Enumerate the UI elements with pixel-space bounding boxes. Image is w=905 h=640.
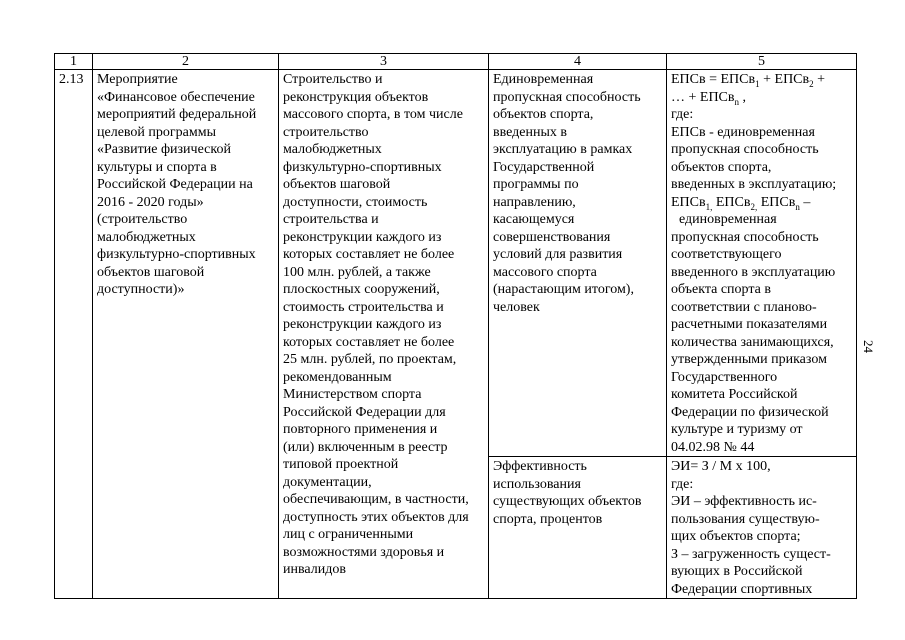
text-line: (строительство <box>97 212 188 227</box>
text-line: пользования существую- <box>671 511 820 527</box>
text-line: физкультурно-спортивных <box>97 247 256 262</box>
table-row <box>55 70 857 457</box>
text-line: мероприятий федеральной <box>97 107 257 122</box>
capacity-formula-continued: … + ЕПСв$_n$ , <box>671 89 747 107</box>
text-line: Эффективность <box>493 459 587 474</box>
text-line: Российской Федерации на <box>97 177 253 192</box>
text-line: Мероприятие <box>97 72 178 87</box>
event-name-cell <box>93 70 279 599</box>
text-line: объектов спорта, <box>493 107 594 122</box>
text-line: ЕПСв - единовременная <box>671 124 815 140</box>
text-line: которых составляет не более <box>283 334 455 350</box>
text-line: массового спорта <box>493 264 597 280</box>
text-line: целевой программы <box>97 124 216 140</box>
text-line: щих объектов спорта; <box>671 529 801 544</box>
text-line: ЭИ= З / М х 100, <box>671 459 771 474</box>
text-line: использования <box>493 476 581 492</box>
text-line: пропускная способность <box>493 89 641 105</box>
text-line: возможностями здоровья и <box>283 544 445 560</box>
header-cell: 4 <box>489 54 667 70</box>
text-line: стоимость строительства и <box>283 299 444 315</box>
text-line: малобюджетных <box>97 229 196 245</box>
text-line: доступность этих объектов для <box>283 509 469 525</box>
capacity-variables: ЕПСв$_{1,}$ ЕПСв$_{2,}$ ЕПСв$_n$ – <box>671 194 811 212</box>
text-line: документации, <box>283 474 372 490</box>
header-cell: 3 <box>279 54 489 70</box>
text-line: повторного применения и <box>283 422 438 437</box>
text-line: вующих в Российской <box>671 564 803 579</box>
text-line: 100 млн. рублей, а также <box>283 264 431 280</box>
text-line: типовой проектной <box>283 457 399 472</box>
text-line: реконструкции каждого из <box>283 317 442 332</box>
capacity-formula: ЕПСв = ЕПСв$_1$ + ЕПСв$_2$ + <box>671 72 826 89</box>
text-line: ЭИ – эффективность ис- <box>671 494 817 509</box>
text-line: существующих объектов <box>493 494 642 509</box>
text-line: введенных в эксплуатацию; <box>671 177 837 192</box>
text-line: Федерации по физической <box>671 404 829 420</box>
text-line: Министерством спорта <box>283 387 422 402</box>
text-line: инвалидов <box>283 562 346 577</box>
header-cell: 5 <box>667 54 857 70</box>
text-line: Федерации спортивных <box>671 581 813 597</box>
text-line: (нарастающим итогом), <box>493 282 634 297</box>
text-line: рекомендованным <box>283 369 392 385</box>
text-line: Государственного <box>671 369 778 385</box>
text-line: культуре и туризму от <box>671 422 803 437</box>
text-line: обеспечивающим, в частности, <box>283 492 469 507</box>
text-line: Государственной <box>493 159 595 175</box>
text-line: совершенствования <box>493 229 611 245</box>
formula-efficiency-cell <box>667 457 857 599</box>
text-line: где: <box>671 107 694 122</box>
text-line: человек <box>493 299 540 315</box>
formula-capacity-cell <box>667 70 857 457</box>
text-line: количества занимающихся, <box>671 334 834 350</box>
text-line: объектов спорта, <box>671 159 772 175</box>
text-line: культуры и спорта в <box>97 159 217 175</box>
event-description-cell <box>279 70 489 599</box>
text-line: объектов шаговой <box>283 177 391 192</box>
text-line: Российской Федерации для <box>283 404 446 420</box>
text-line: программы по <box>493 177 579 192</box>
text-line: соответствующего <box>671 247 782 262</box>
text-line: направлению, <box>493 194 576 210</box>
text-line: условий для развития <box>493 247 623 262</box>
text-line: введенных в <box>493 124 568 140</box>
text-line: «Финансовое обеспечение <box>97 89 255 105</box>
text-line: доступности, стоимость <box>283 194 428 210</box>
text-line: 25 млн. рублей, по проектам, <box>283 352 457 367</box>
text-line: которых составляет не более <box>283 247 455 262</box>
text-line: «Развитие физической <box>97 142 231 157</box>
header-row <box>55 54 857 70</box>
header-cell: 1 <box>55 54 93 70</box>
row-number: 2.13 <box>55 70 93 599</box>
text-line: объекта спорта в <box>671 282 771 297</box>
text-line: строительство <box>283 124 369 140</box>
capacity-variables-description <box>671 211 853 456</box>
text-line: пропускная способность <box>671 142 819 157</box>
indicator-efficiency-cell <box>489 457 667 599</box>
text-line: строительства и <box>283 212 379 227</box>
text-line: объектов шаговой <box>97 264 205 280</box>
text-line: массового спорта, в том числе <box>283 107 463 122</box>
text-line: 2016 - 2020 годы» <box>97 194 204 210</box>
text-line: малобюджетных <box>283 142 382 157</box>
text-line: (или) включенным в реестр <box>283 439 448 455</box>
text-line: З – загруженность сущест- <box>671 546 831 562</box>
indicators-table <box>54 53 857 599</box>
text-line: соответствии с планово- <box>671 299 817 315</box>
text-line: комитета Российской <box>671 387 798 402</box>
capacity-formula-legend <box>671 106 853 194</box>
text-line: спорта, процентов <box>493 511 603 527</box>
text-line: утвержденными приказом <box>671 352 827 367</box>
text-line: плоскостных сооружений, <box>283 282 440 297</box>
header-cell: 2 <box>93 54 279 70</box>
text-line: Единовременная <box>493 72 594 87</box>
text-line: физкультурно-спортивных <box>283 159 442 175</box>
text-line: Строительство и <box>283 72 383 87</box>
text-line: расчетными показателями <box>671 317 828 332</box>
indicator-capacity-cell <box>489 70 667 457</box>
text-line: доступности)» <box>97 282 185 297</box>
text-line: где: <box>671 476 694 492</box>
text-line: эксплуатацию в рамках <box>493 142 633 157</box>
text-line: пропускная способность <box>671 229 819 245</box>
page-number: 24 <box>861 340 876 353</box>
text-line: 04.02.98 № 44 <box>671 439 755 455</box>
text-line: единовременная <box>679 212 777 227</box>
text-line: реконструкции каждого из <box>283 229 442 245</box>
text-line: касающемуся <box>493 212 575 227</box>
text-line: реконструкция объектов <box>283 89 429 105</box>
text-line: введенного в эксплуатацию <box>671 264 836 280</box>
text-line: лиц с ограниченными <box>283 527 414 542</box>
